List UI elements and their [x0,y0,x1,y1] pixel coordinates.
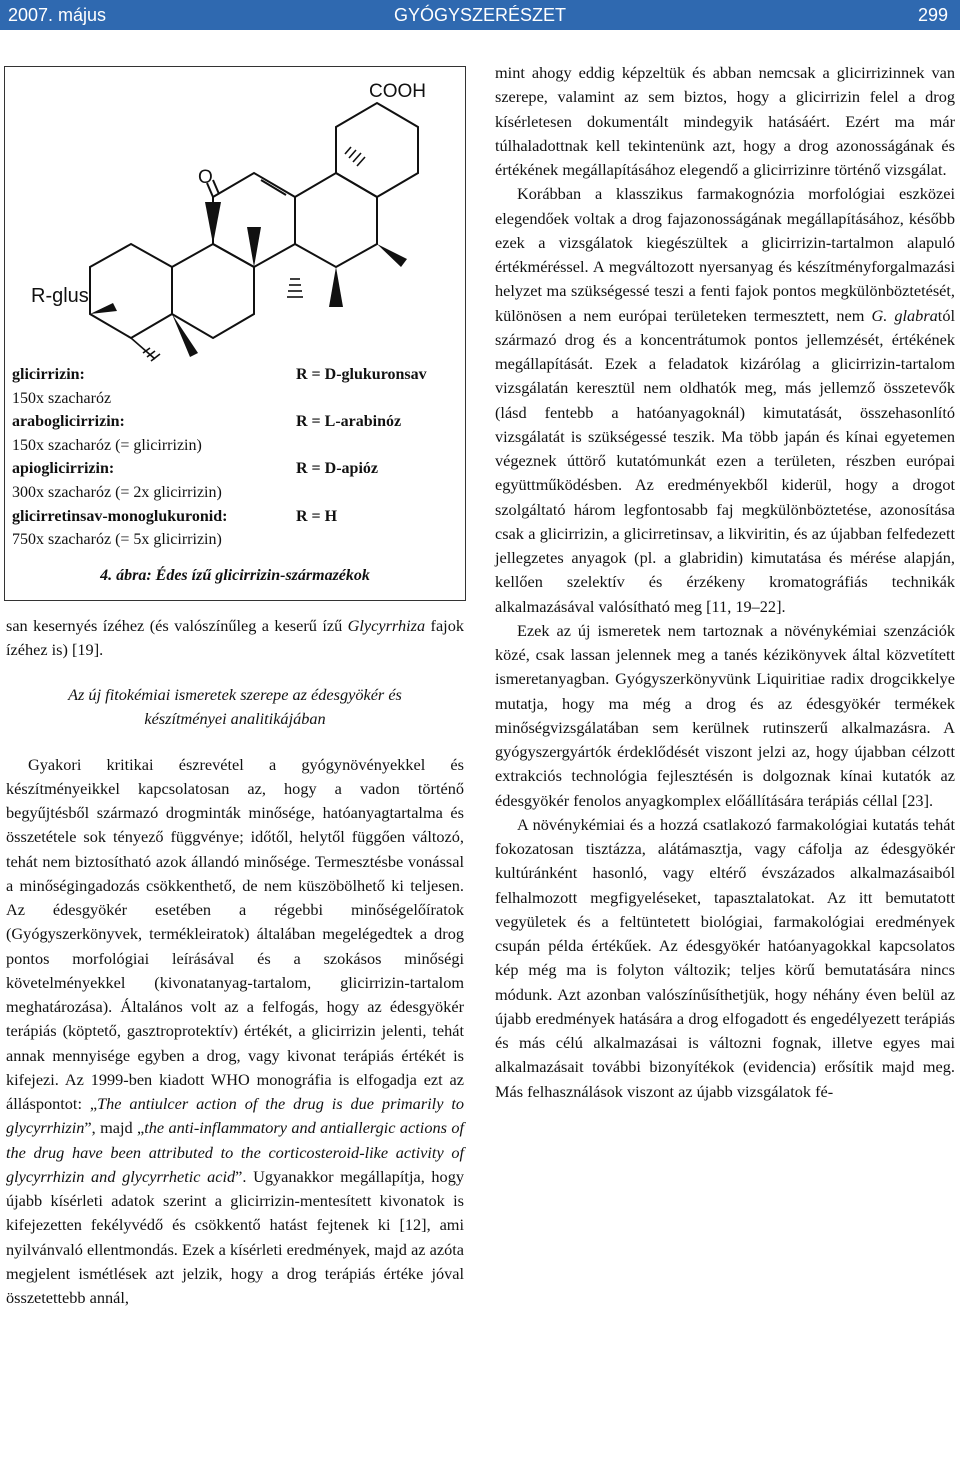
table-row: 150x szacharóz [12,389,112,407]
rglus-label: R-glus [31,285,89,307]
figure-caption: 4. ábra: Édes ízű glicirrizin-származékok [100,567,370,584]
header-date: 2007. május [8,5,107,25]
ring-b [172,244,254,338]
structure-diagram [5,67,465,367]
table-row: apioglicirrizin: R = D-apióz [12,460,378,478]
paragraph: Korábban a klasszikus farmakognózia morfológiai eszközei elegendőek voltak a drog fajazonosságának megállapításához, később ezek a vizsgálatok kiegészültek a glicirrizin-tartalmon alapuló értékméréssel. A megváltozott nyersanyag és készítményforgalmazási helyzet ma szükségessé teszi a fenti fajok pontos megkülönböztetését, különösen a nem európai területeken termesztett, nem G. glabratól származó drog és a koncentrátumok pontos jellemzését, értékének megállapítását. Ezek a feladatok kizárólag a glicirrizin-tartalom vizsgálatán keresztül nem oldhatók meg, más jellemző összetevők (lásd fentebb a hatóanyagoknál) kimutatását, összehasonlító vizsgálatát is szükségessé teszik. Ma több japán és kínai egyetemen végeznek úttörő kutatómunkát ezen a területen, részben európai együttműködésben. Az eredményekből kiderül, hogy a drogot szolgáltató három legfontosabb faj megkülönböztetése, azonosítása csak a glicirrizin, a glicirretinsav, a likviritin, és az újabban felfedezett jellegzetes anyagok (pl. a glabridin) kimutatása és mérése alapján, kellően szelektív és érzékeny kromatográfiás technikák alkalmazásával valósítható meg [11, 19–22]. [495,184,955,616]
header-journal: GYÓGYSZERÉSZET [393,5,567,25]
table-row: araboglicirrizin: R = L-arabinóz [12,413,402,431]
figure-4 [4,66,466,601]
table-row: glicirrizin: R = D-glukuronsav [12,366,427,383]
paragraph: mint ahogy eddig képzeltük és abban nemcsak a glicirrizinnek van szerepe, valamint az sem biztos, hogy a glicirrizin felel a drog kísérletesen dokumentált mindegyik hatásáért. Ezért ma már túlhaladottnak kell tekintenünk azt, hogy a drog azonosságának és értékének megállapításához elegendő a glicirrizinre történő vizsgálat. [495,63,955,179]
left-column [6,614,464,1310]
paragraph: Ezek az új ismeretek nem tartoznak a növénykémiai szenzációk közé, csak lassan jelennek meg a tanés kézikönyvek által közvetített ismeretanyagban. Gyógyszerkönyvünk Liquiritiae radix drogcikkelye mutatja, hogy ma még a drog és az édesgyökér termékek minőségvizsgálatában sem kerülnek rutinszerű alkalmazásra. A gyógyszergyártók érdeklődését viszont jelzi az, hogy újabban célzott extrakciós technológia fejlesztésén is dolgoznak kínai kutatók az édesgyökér fenolos anyagkomplex előállítására terápiás céllal [23]. [495,620,955,810]
table-row: 750x szacharóz (= 5x glicirrizin) [12,531,222,549]
oxygen-label: O [198,167,213,188]
compound-table [12,363,456,552]
paragraph: san kesernyés ízéhez (és valószínűleg a keserű ízű Glycyrrhiza fajok ízéhez is) [19]. [6,616,464,660]
section-heading: Az új fitokémiai ismeretek szerepe az édesgyökér és készítményei analitikájában [68,684,402,728]
cooh-label: COOH [369,81,426,102]
right-column [495,61,955,1104]
ring-a [90,244,172,338]
header-page-number: 299 [917,5,948,25]
rglus-wedge [90,303,117,314]
table-row: glicirretinsav-monoglukuronid: R = H [12,507,338,525]
paragraph: Gyakori kritikai észrevétel a gyógynövényekkel és készítményeikkel kapcsolatosan az, hogy a vadon történő begyűjtésből származó drogminták minősége, hatóanyagtartalma és összetétele sok tényező függvénye; időtől, helytől függően változó, tehát nem biztosítható azok állandó minősége. Termesztésbe vonással a minőségingadozás csökkenthető, de nem küszöbölhető ki teljesen. Az édesgyökér esetében a régebbi minőségelőíratok (Gyógyszerkönyvek, termékleiratok) általában megelégedtek a drog pontos morfológiai leírásával és a szokásos minőségi követelményekkel (kivonatanyag-tartalom, glicirrizin-tartalom meghatározása). Általános volt az a felfogás, hogy az édesgyökér terápiás (köptető, gasztroprotektív) értékét, a glicirrizin jelenti, tehát annak mennyisége egyben a drog, vagy kivonat terápiás értékét is kifejezi. Az 1999-ben kiadott WHO monográfia is elfogadja ezt az álláspontot: „The antiulcer action of the drug is due primarily to glycyrrhizin”, majd „the anti-inflammatory and antiallergic actions of the drug have been attributed to the corticosteroid-like activity of glycyrrhizin and glycyrrhetic acid”. Ugyanakkor megállapítja, hogy újabb kísérleti adatok szerint a glicirrizin-mentesített kivonatok is kifejezetten fekélyvédő és csökkentő hatást fejtenek ki [12], ami nyilvánvaló ellentmondás. Ezek a kísérleti eredmények, majd az azóta megjelent ismétlések azt jelzik, hogy a drog terápiás értéke jóval összetettebb annál, [6,754,465,1307]
paragraph: A növénykémiai és a hozzá csatlakozó farmakológiai kutatás tehát fokozatosan tisztázza, alátámasztja, vagy cáfolja az édesgyökér kultúránként hasonló, vagy eltérő évszázados alkalmazásaiból felhalmozott megfigyeléseket, tapasztalatokat. Az itt bemutatott vegyületek és a feltüntetett biológiai, farmakológiai eredmények csupán példa értékűek. Az édesgyökér hatóanyagokkal kapcsolatos kép még ma is folyton változik; teljes körű bemutatására nincs módunk. Azt azonban valószínűsíthetjük, hogy néhány éven belül az újabb eredmények hatására a drog elfogadott és engedélyezett terápiás és más célú alkalmazásai is változni fognak, illetve egyes mai alkalmazásait további bizonyítékok (evidencia) erősítik majd meg. Más felhasználások viszont az újabb vizsgálatok fé- [495,814,955,1101]
table-row: 150x szacharóz (= glicirrizin) [12,436,202,454]
ring-d [295,173,377,267]
table-row: 300x szacharóz (= 2x glicirrizin) [12,483,222,501]
page-header [0,0,960,30]
